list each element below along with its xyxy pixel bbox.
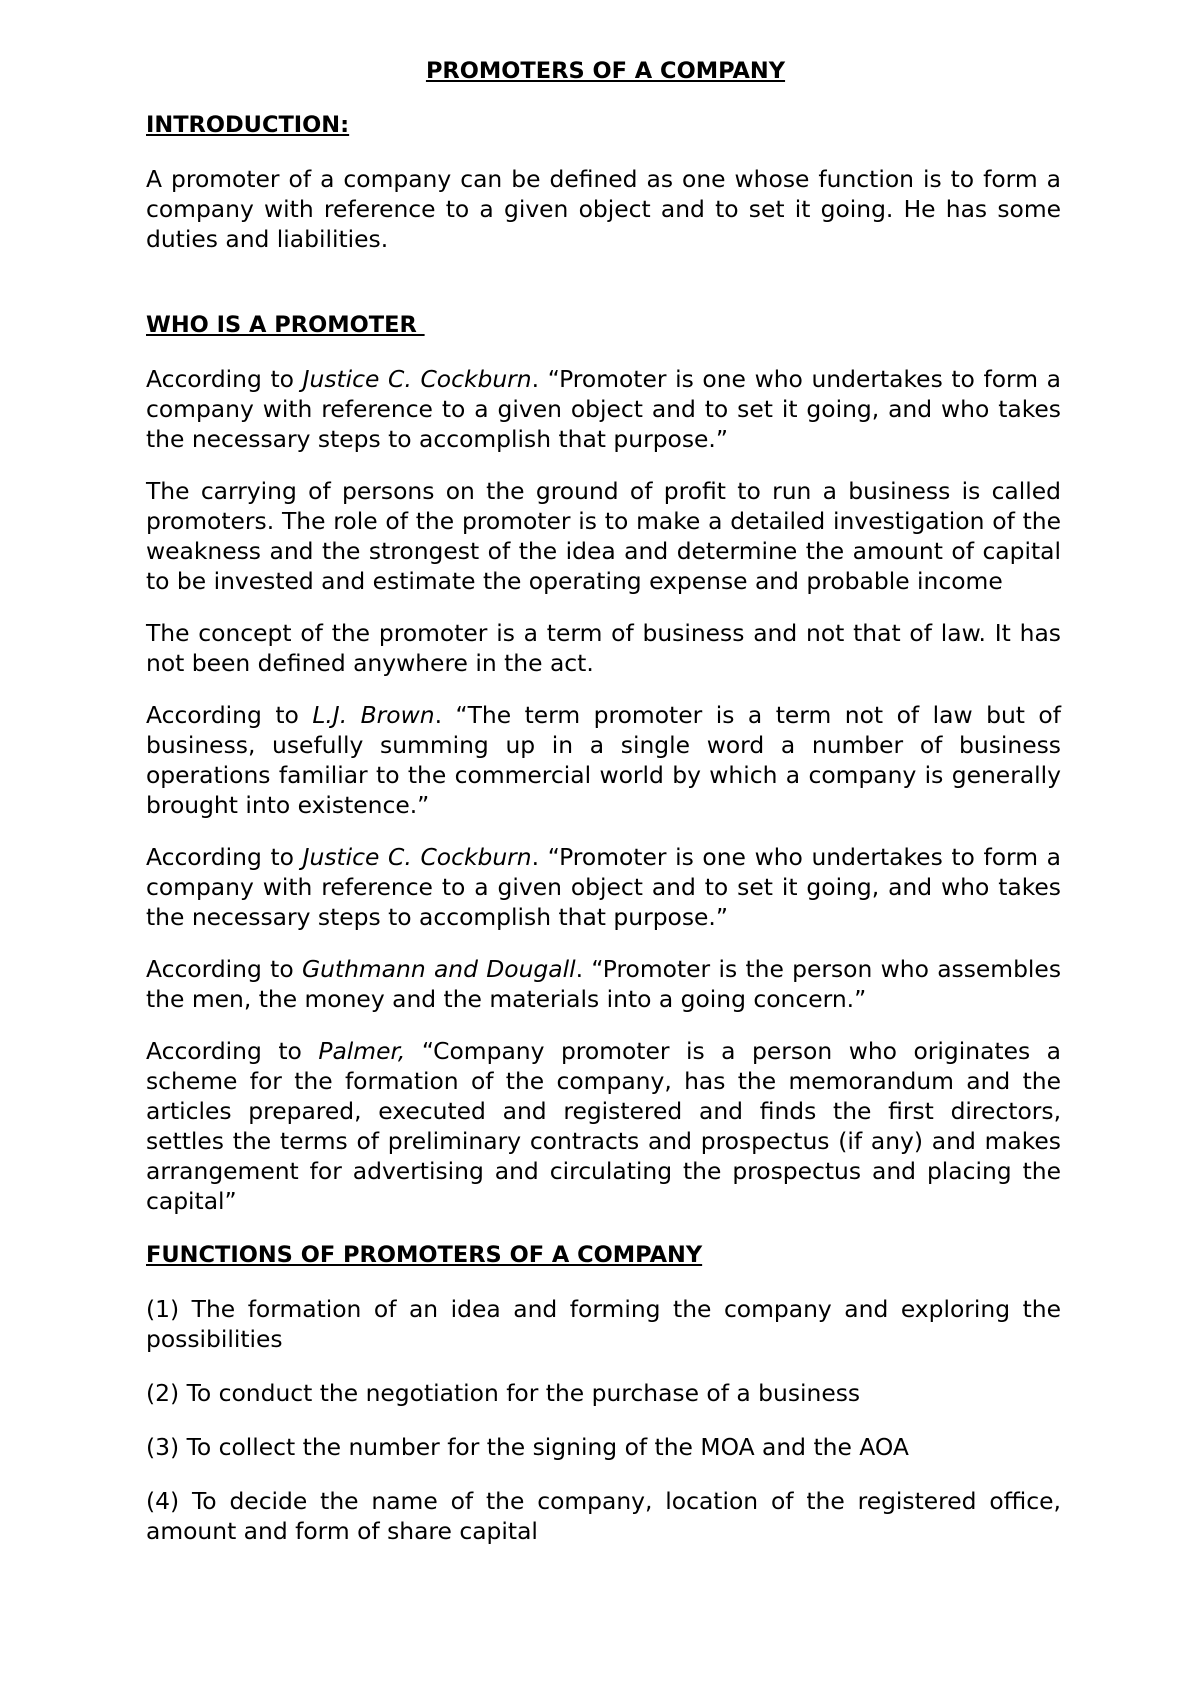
definition-paragraph-guthmann xyxy=(146,954,1061,1014)
author-name: Justice C. Cockburn xyxy=(302,365,532,393)
paragraph-prefix: According to xyxy=(146,843,303,871)
paragraph-text: “Company promoter is a person who originates a scheme for the formation of the company, has the memorandum and the articles prepared, executed and registered and finds the first directors, settles the terms of preliminary contracts and prospectus (if any) and makes arrangement for advertising and circulating the prospectus and placing the capital” xyxy=(146,1037,1061,1215)
role-of-promoter-paragraph: The carrying of persons on the ground of profit to run a business is called promoters. The role of the promoter is to make a detailed investigation of the weakness and the strongest of the idea and determine the amount of capital to be invested and estimate the operating expense and probable income xyxy=(146,477,1061,595)
function-item-4: (4) To decide the name of the company, location of the registered office, amount and form of share capital xyxy=(146,1487,1061,1545)
author-name: Justice C. Cockburn xyxy=(302,843,532,871)
function-item-1: (1) The formation of an idea and forming the company and exploring the possibilities xyxy=(146,1295,1061,1353)
author-name: L.J. Brown xyxy=(312,701,435,729)
function-item-3: (3) To collect the number for the signing of the MOA and the AOA xyxy=(146,1433,909,1461)
function-item-2: (2) To conduct the negotiation for the purchase of a business xyxy=(146,1379,861,1407)
concept-paragraph: The concept of the promoter is a term of business and not that of law. It has not been defined anywhere in the act. xyxy=(146,619,1061,677)
paragraph-prefix: According to xyxy=(146,955,302,983)
paragraph-prefix: According to xyxy=(146,365,303,393)
functions-heading: FUNCTIONS OF PROMOTERS OF A COMPANY xyxy=(146,1242,703,1268)
paragraph-text: . “Promoter is the person who assembles the men, the money and the materials into a going concern.” xyxy=(146,955,1062,1013)
paragraph-prefix: According to xyxy=(146,1037,319,1065)
author-name: Guthmann and Dougall xyxy=(301,955,576,983)
paragraph-text: . “The term promoter is a term not of law but of business, usefully summing up in a single word a number of business operations familiar to the commercial world by which a company is generally brought into existence.” xyxy=(146,701,1061,819)
who-is-promoter-heading: WHO IS A PROMOTER xyxy=(146,312,425,338)
paragraph-text: . “Promoter is one who undertakes to form a company with reference to a given object and to set it going, and who takes the necessary steps to accomplish that purpose.” xyxy=(146,843,1062,931)
introduction-paragraph: A promoter of a company can be defined as one whose function is to form a company with reference to a given object and to set it going. He has some duties and liabilities. xyxy=(146,165,1061,253)
paragraph-prefix: According to xyxy=(146,701,313,729)
author-name: Palmer, xyxy=(318,1037,406,1065)
paragraph-text: . “Promoter is one who undertakes to form a company with reference to a given object and to set it going, and who takes the necessary steps to accomplish that purpose.” xyxy=(146,365,1062,453)
document-page xyxy=(146,56,1061,1546)
definition-paragraph-palmer xyxy=(146,1036,1061,1216)
definition-paragraph-cockburn-repeat xyxy=(146,842,1061,932)
introduction-heading: INTRODUCTION: xyxy=(146,112,350,138)
definition-paragraph-brown xyxy=(146,700,1061,820)
document-title: PROMOTERS OF A COMPANY xyxy=(425,58,786,84)
definition-paragraph-cockburn xyxy=(146,364,1061,454)
